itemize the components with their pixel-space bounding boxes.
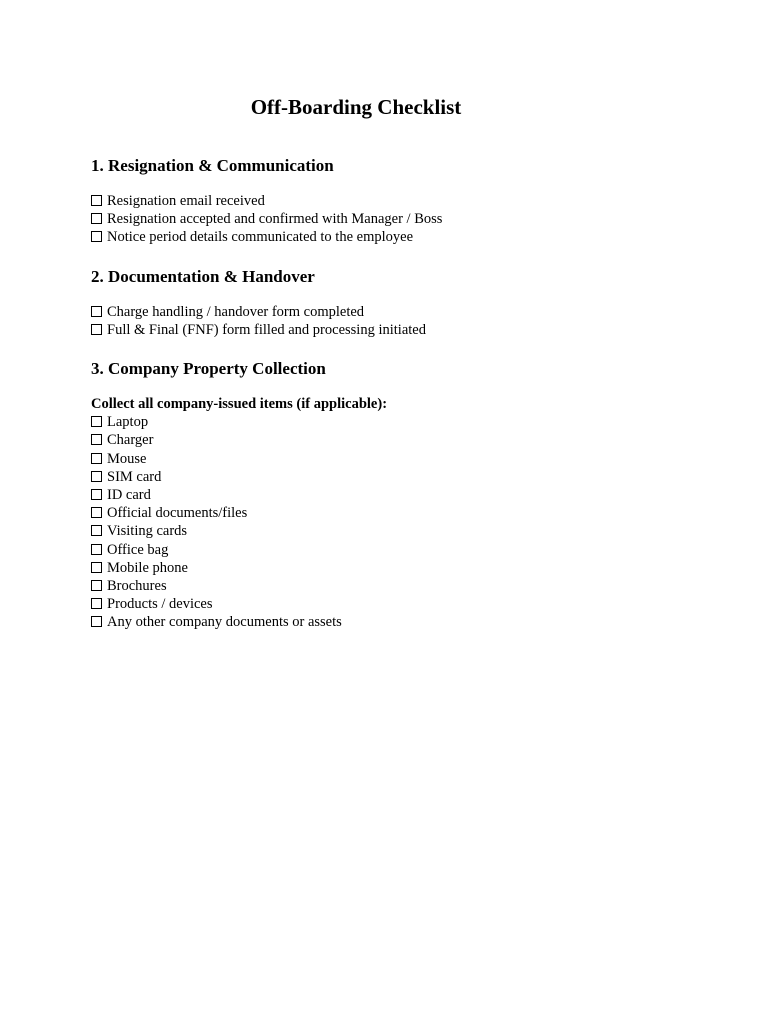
checkbox-icon[interactable] [91,453,102,464]
section-documentation-handover [91,266,731,339]
section-heading: 3. Company Property Collection [91,359,326,378]
checkbox-icon[interactable] [91,544,102,555]
checkbox-icon[interactable] [91,525,102,536]
checklist-item-label: SIM card [107,468,162,485]
checklist-item-label: Any other company documents or assets [107,614,342,631]
checkbox-icon[interactable] [91,489,102,500]
checklist-item [91,504,731,522]
checklist-item-label: Official documents/files [107,505,248,522]
checklist-item-label: Full & Final (FNF) form filled and processing initiated [107,322,426,339]
section-intro: Collect all company-issued items (if applicable): [91,396,388,412]
checkbox-icon[interactable] [91,580,102,591]
checklist-item [91,450,731,468]
checkbox-icon[interactable] [91,507,102,518]
checklist-item [91,522,731,540]
checklist-item-label: Resignation email received [107,193,265,209]
section-heading: 1. Resignation & Communication [91,156,334,175]
checkbox-icon[interactable] [91,213,102,224]
checklist-item [91,486,731,504]
checkbox-icon[interactable] [91,598,102,609]
checklist-item-label: Charger [107,432,154,449]
checklist-item-label: Notice period details communicated to the employee [107,229,414,246]
checkbox-icon[interactable] [91,434,102,445]
checklist-item-label: Products / devices [107,596,213,613]
checklist-item-label: Resignation accepted and confirmed with Manager / Boss [107,211,443,228]
checklist-item [91,595,731,613]
checklist-item-label: Mobile phone [107,559,188,576]
checklist-item-label: Mouse [107,450,147,467]
checklist [91,413,731,631]
checkbox-icon[interactable] [91,324,102,335]
checkbox-icon[interactable] [91,416,102,427]
checklist-item [91,468,731,486]
checklist-item [91,541,731,559]
checklist-item [91,303,731,321]
page-title: Off-Boarding Checklist [250,95,462,119]
checklist-item-label: Laptop [107,414,149,431]
checklist-item [91,192,731,210]
checklist-item-label: Office bag [107,541,169,558]
checklist-item [91,559,731,577]
checklist [91,192,731,247]
section-company-property-collection [91,358,731,631]
checklist-item-label: Visiting cards [107,523,188,540]
checklist-item [91,613,731,631]
checklist-item [91,413,731,431]
section-heading: 2. Documentation & Handover [91,267,315,286]
checklist-item-label: Charge handling / handover form completed [107,304,365,320]
checkbox-icon[interactable] [91,231,102,242]
checklist-item-label: ID card [107,486,151,503]
section-resignation-communication [91,155,731,247]
checklist-item [91,228,731,246]
checkbox-icon[interactable] [91,562,102,573]
checklist-item-label: Brochures [107,577,167,594]
checklist-item [91,321,731,339]
checklist-item [91,577,731,595]
checkbox-icon[interactable] [91,471,102,482]
checklist [91,303,731,339]
checklist-item [91,210,731,228]
checkbox-icon[interactable] [91,616,102,627]
checkbox-icon[interactable] [91,306,102,317]
checklist-item [91,431,731,449]
checkbox-icon[interactable] [91,195,102,206]
